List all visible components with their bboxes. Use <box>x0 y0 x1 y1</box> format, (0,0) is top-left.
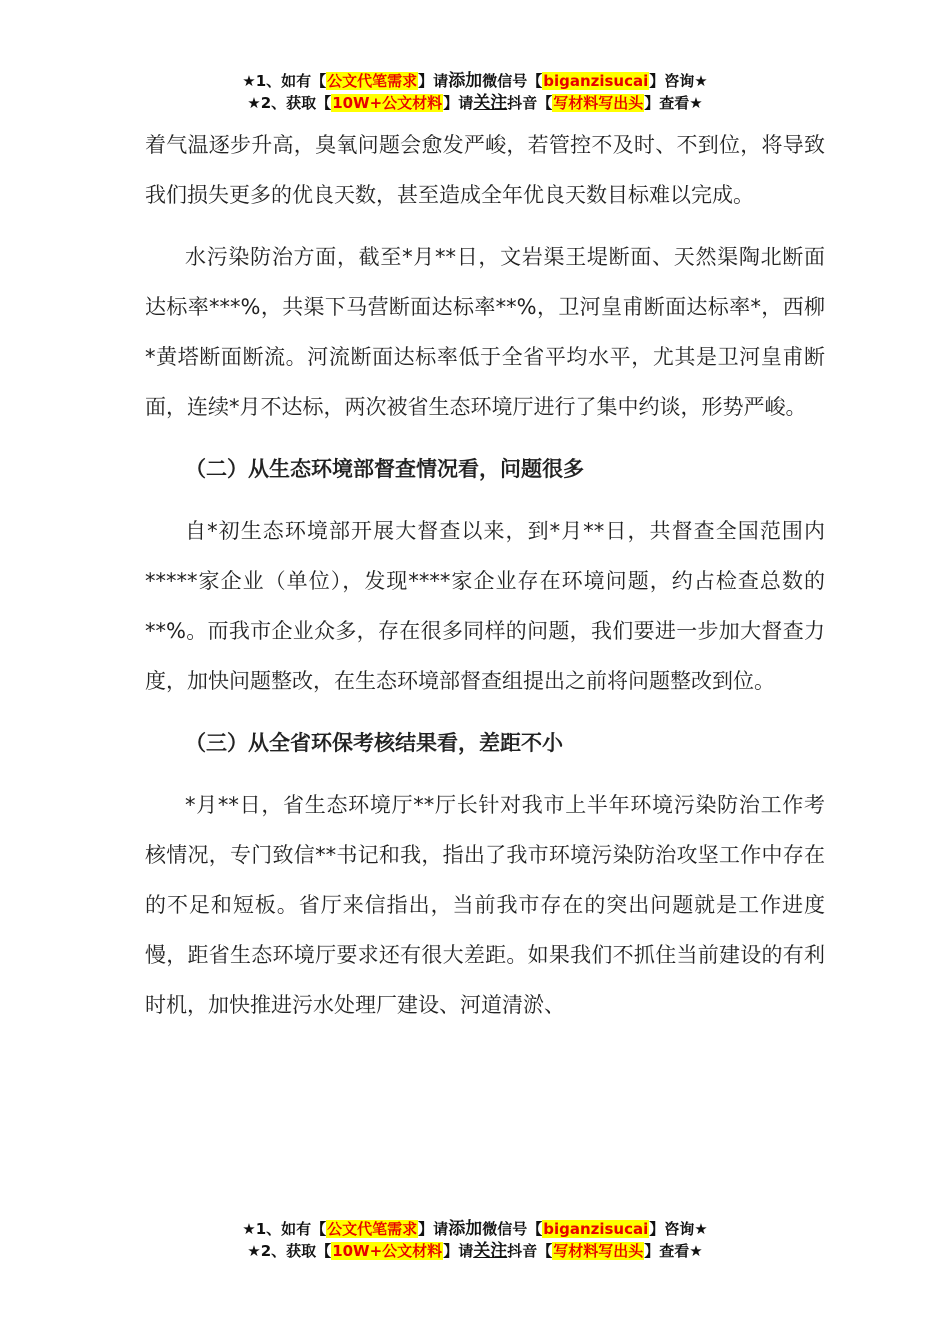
banner-line-2 <box>0 92 950 114</box>
banner-text: 抖音【 <box>507 1242 553 1260</box>
banner-highlight: 公文代笔需求 <box>327 1220 418 1238</box>
star-icon: ★ <box>247 94 261 112</box>
header-banner <box>0 70 950 114</box>
banner-text: 2、获取【 <box>260 1242 332 1260</box>
banner-line-2 <box>0 1240 950 1262</box>
star-icon: ★ <box>247 1242 261 1260</box>
banner-highlight: 写材料写出头 <box>553 94 644 112</box>
banner-highlight: 公文代笔需求 <box>327 72 418 90</box>
banner-text: 抖音【 <box>507 94 553 112</box>
banner-text: 添加 <box>448 71 483 91</box>
section-heading: （三）从全省环保考核结果看，差距不小 <box>185 731 563 755</box>
banner-line-1 <box>0 70 950 92</box>
banner-text: 】查看★ <box>644 94 703 112</box>
banner-text: 】请 <box>418 1220 449 1238</box>
paragraph: 着气温逐步升高，臭氧问题会愈发严峻，若管控不及时、不到位，将导致我们损失更多的优良天数，甚至造成全年优良天数目标难以完成。 <box>145 133 825 207</box>
banner-highlight: biganzisucai <box>543 1220 649 1238</box>
banner-text: 】咨询★ <box>649 1220 708 1238</box>
paragraph: 水污染防治方面，截至*月**日，文岩渠王堤断面、天然渠陶北断面达标率***%，共渠下马营断面达标率**%，卫河皇甫断面达标率*，西柳*黄塔断面断流。河流断面达标率低于全省平均水平，尤其是卫河皇甫断面，连续*月不达标，两次被省生态环境厅进行了集中约谈，形势严峻。 <box>145 245 825 419</box>
banner-highlight: 10W+公文材料 <box>332 1242 443 1260</box>
banner-text: 】查看★ <box>644 1242 703 1260</box>
document-body <box>145 120 825 1030</box>
banner-text: 关注 <box>473 93 508 113</box>
banner-text: 1、如有【 <box>255 1220 327 1238</box>
banner-text: 关注 <box>473 1241 508 1261</box>
banner-text: 微信号【 <box>482 1220 543 1238</box>
banner-text: 2、获取【 <box>260 94 332 112</box>
banner-text: 】请 <box>443 94 474 112</box>
banner-highlight: 写材料写出头 <box>553 1242 644 1260</box>
banner-highlight: biganzisucai <box>543 72 649 90</box>
section-heading: （二）从生态环境部督查情况看，问题很多 <box>185 457 584 481</box>
star-icon: ★ <box>242 72 256 90</box>
banner-text: 添加 <box>448 1219 483 1239</box>
star-icon: ★ <box>242 1220 256 1238</box>
banner-text: 微信号【 <box>482 72 543 90</box>
banner-text: 】请 <box>443 1242 474 1260</box>
banner-text: 】请 <box>418 72 449 90</box>
banner-line-1 <box>0 1218 950 1240</box>
banner-highlight: 10W+公文材料 <box>332 94 443 112</box>
paragraph: 自*初生态环境部开展大督查以来，到*月**日，共督查全国范围内*****家企业（单位），发现****家企业存在环境问题，约占检查总数的**%。而我市企业众多，存在很多同样的问题，我们要进一步加大督查力度，加快问题整改，在生态环境部督查组提出之前将问题整改到位。 <box>145 519 825 693</box>
footer-banner <box>0 1218 950 1262</box>
paragraph: *月**日，省生态环境厅**厅长针对我市上半年环境污染防治工作考核情况，专门致信**书记和我，指出了我市环境污染防治攻坚工作中存在的不足和短板。省厅来信指出，当前我市存在的突出问题就是工作进度慢，距省生态环境厅要求还有很大差距。如果我们不抓住当前建设的有利时机，加快推进污水处理厂建设、河道清淤、 <box>145 793 825 1017</box>
banner-text: 1、如有【 <box>255 72 327 90</box>
banner-text: 】咨询★ <box>649 72 708 90</box>
